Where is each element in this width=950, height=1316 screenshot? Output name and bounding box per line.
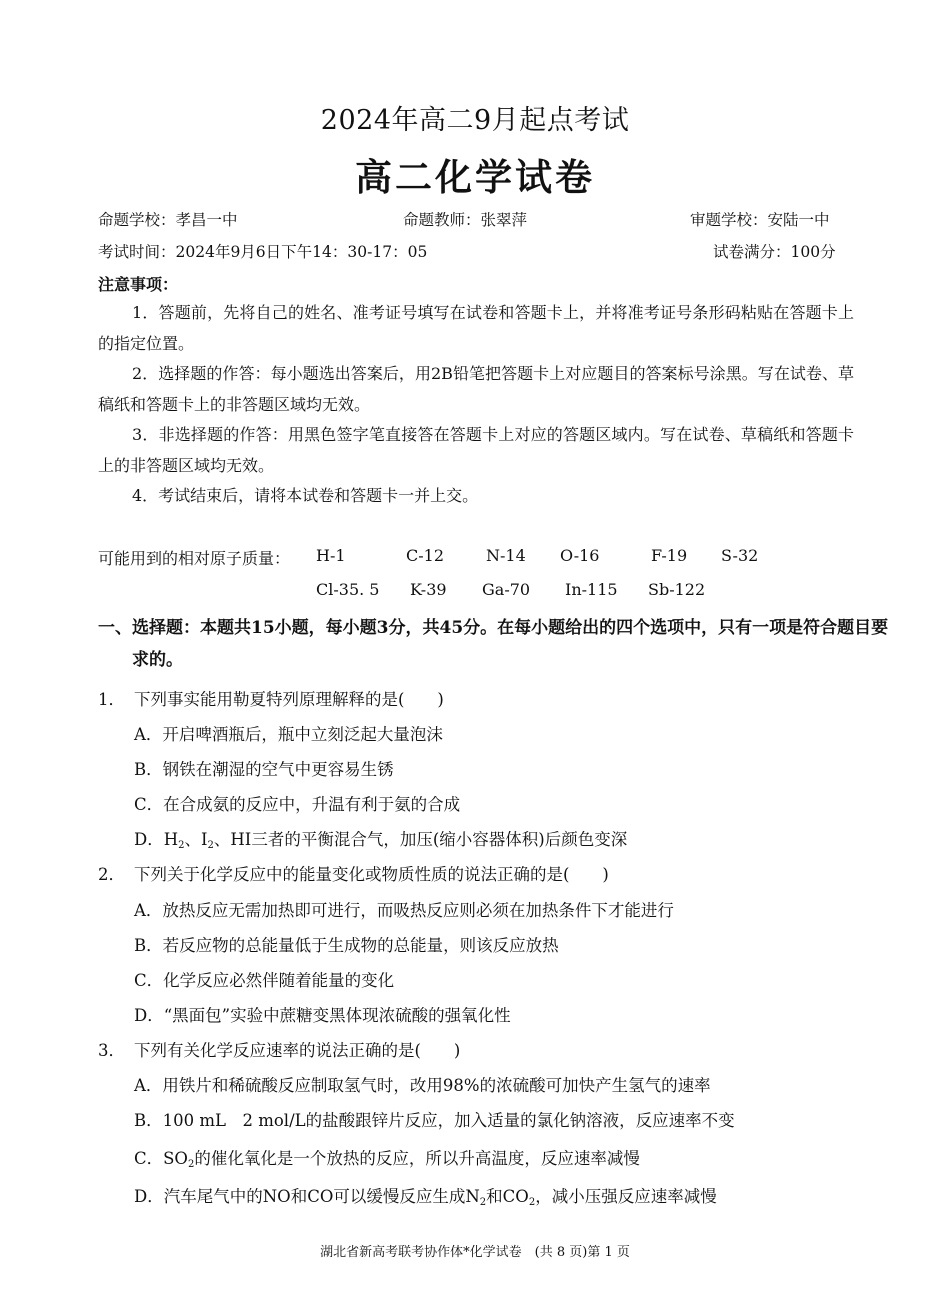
atom-s: S-32: [721, 546, 759, 565]
question-3-option-c: C．$SO_2$的催化氧化是一个放热的反应，所以升高温度，反应速率减慢: [134, 1149, 640, 1170]
exam-subtitle: 高二化学试卷: [355, 155, 595, 199]
question-2-option-b: B．若反应物的总能量低于生成物的总能量，则该反应放热: [134, 936, 559, 955]
atom-n: N-14: [486, 546, 526, 565]
note-item-3: 3．非选择题的作答：用黑色签字笔直接答在答题卡上对应的答题区域内。写在试卷、草稿纸和答题卡上的非答题区域均无效。: [98, 425, 854, 475]
meta-school: 命题学校：孝昌一中: [98, 211, 238, 229]
meta-time: 考试时间：2024年9月6日下午14：30-17：05: [98, 243, 428, 261]
question-1-option-b: B．钢铁在潮湿的空气中更容易生锈: [134, 760, 394, 779]
question-3-option-d: D．汽车尾气中的NO和CO可以缓慢反应生成$N_2$和$CO_2$，减小压强反应速率减慢: [134, 1187, 717, 1208]
question-2-number: 2．: [98, 865, 125, 884]
question-3-stem: 下列有关化学反应速率的说法正确的是( ): [134, 1041, 461, 1060]
question-1-number: 1．: [98, 690, 125, 709]
atom-c: C-12: [406, 546, 445, 565]
atom-in: In-115: [565, 580, 618, 599]
note-item-4: 4．考试结束后，请将本试卷和答题卡一并上交。: [132, 486, 479, 505]
atom-h: H-1: [316, 546, 346, 565]
atom-sb: Sb-122: [648, 580, 706, 599]
meta-teacher: 命题教师：张翠萍: [403, 211, 528, 229]
section-heading: 一、选择题：本题共15小题，每小题3分，共45分。在每小题给出的四个选项中，只有一项是符合题目要求的。: [98, 618, 889, 670]
question-2-option-a: A．放热反应无需加热即可进行，而吸热反应则必须在加热条件下才能进行: [134, 901, 674, 920]
meta-score: 试卷满分：100分: [713, 243, 836, 261]
question-1-option-a: A．开启啤酒瓶后，瓶中立刻泛起大量泡沫: [134, 725, 443, 744]
question-1-stem: 下列事实能用勒夏特列原理解释的是( ): [134, 690, 444, 709]
notes-heading: 注意事项：: [98, 275, 179, 294]
note-item-1: 1．答题前，先将自己的姓名、准考证号填写在试卷和答题卡上，并将准考证号条形码粘贴在答题卡上的指定位置。: [98, 303, 854, 353]
question-3-option-a: A．用铁片和稀硫酸反应制取氢气时，改用98%的浓硫酸可加快产生氢气的速率: [134, 1076, 711, 1095]
exam-title: 2024年高二9月起点考试: [320, 105, 630, 136]
meta-review: 审题学校：安陆一中: [690, 211, 830, 229]
atom-o: O-16: [560, 546, 600, 565]
question-3-number: 3．: [98, 1041, 125, 1060]
question-2-stem: 下列关于化学反应中的能量变化或物质性质的说法正确的是( ): [134, 865, 609, 884]
question-1-option-d: D．$H_2$、$I_2$、HI三者的平衡混合气，加压(缩小容器体积)后颜色变深: [134, 830, 628, 851]
question-1-option-c: C．在合成氨的反应中，升温有利于氨的合成: [134, 795, 461, 814]
atom-f: F-19: [651, 546, 688, 565]
question-2-option-c: C．化学反应必然伴随着能量的变化: [134, 971, 395, 990]
question-3-option-b: B．100 mL 2 mol/L的盐酸跟锌片反应，加入适量的氯化钠溶液，反应速率不变: [134, 1111, 735, 1130]
note-item-2: 2．选择题的作答：每小题选出答案后，用2B铅笔把答题卡上对应题目的答案标号涂黑。写在试卷、草稿纸和答题卡上的非答题区域均无效。: [98, 364, 854, 414]
atom-cl: Cl-35. 5: [316, 580, 380, 599]
atom-k: K-39: [410, 580, 447, 599]
atom-ga: Ga-70: [482, 580, 531, 599]
page-footer: 湖北省新高考联考协作体*化学试卷 (共 8 页)第 1 页: [320, 1245, 630, 1260]
atoms-label: 可能用到的相对原子质量：: [98, 549, 291, 568]
question-2-option-d: D．“黑面包”实验中蔗糖变黑体现浓硫酸的强氧化性: [134, 1006, 511, 1025]
